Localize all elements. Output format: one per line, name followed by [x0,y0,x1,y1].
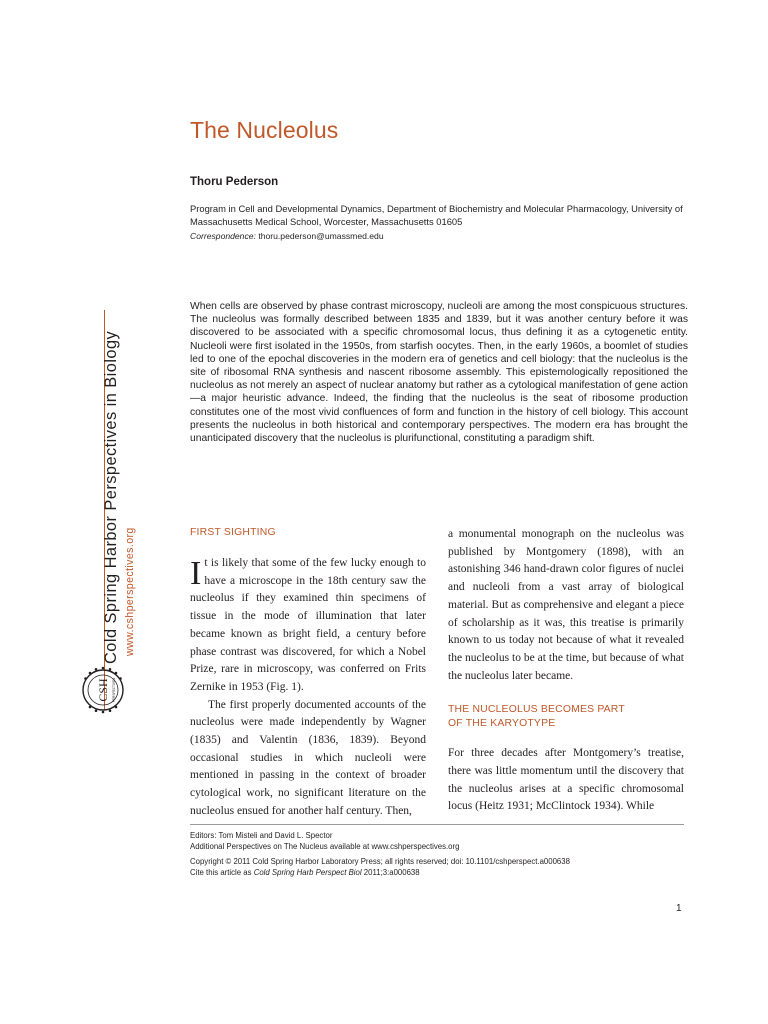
section-heading-first-sighting: FIRST SIGHTING [190,527,276,538]
right-column [448,526,684,816]
footer-notes [190,831,686,878]
article-author: Thoru Pederson [190,176,279,188]
page-number: 1 [676,903,682,914]
correspondence-email[interactable]: thoru.pederson@umassmed.edu [258,231,384,241]
logo-letters: CSH [96,678,110,702]
section-heading-karyotype: THE NUCLEOLUS BECOMES PART OF THE KARYOTYPE [448,704,625,730]
footer-editors: Editors: Tom Misteli and David L. Spector [190,831,333,840]
csh-logo [80,662,126,718]
author-affiliation: Program in Cell and Developmental Dynamics, Department of Biochemistry and Molecular Pharmacology, University of Massachusetts Medical School, Worcester, Massachusetts 01605 [190,203,683,227]
csh-logo-icon [80,662,126,718]
paragraph: For three decades after Montgomery’s treatise, there was little momentum until the discovery that the nucleolus arises at a specific chromosomal locus (Heitz 1931; McClintock 1934). While [448,747,684,813]
paragraph: The first properly documented accounts of the nucleolus were made independently by Wagner (1835) and Valentin (1836, 1839). Beyond occasional studies in which nucleoli were mentioned in passing in the context of broader cytological work, no significant literature on the nucleolus ensued for another half century. Then, [190,698,426,817]
correspondence-label: Correspondence: [190,231,256,241]
footer-copyright: Copyright © 2011 Cold Spring Harbor Laboratory Press; all rights reserved; doi: 10.1101/cshperspect.a000638 [190,857,570,866]
section-body [448,745,684,816]
footer-citation: Cite this article as Cold Spring Harb Perspect Biol 2011;3:a000638 [190,867,420,877]
sidebar-journal-name: Cold Spring Harbor Perspectives in Biology [102,330,120,664]
correspondence-line [190,231,384,241]
paragraph: a monumental monograph on the nucleolus was published by Montgomery (1898), with an astonishing 346 hand-drawn color figures of nuclei and nucleoli from a vast array of biological material. But as comprehensive and elegant a piece of scholarship as it was, this treatise is primarily known to us today not because of what it revealed the nucleolus to be at the time, but because of what the nucleolus later became. [448,528,684,682]
article-title: The Nucleolus [190,117,339,143]
sidebar-website-link[interactable]: www.cshperspectives.org [124,527,136,656]
logo-caption: PERSPECTIVES [112,677,116,703]
section-body [448,526,684,685]
left-column [190,526,426,821]
dropcap: I [190,555,202,592]
footer-divider [190,824,684,825]
paragraph: It is likely that some of the few lucky enough to have a microscope in the 18th century saw the nucleolus if they examined thin specimens of tissue in the mode of illumination that later became known as bright field, a century before phase contrast was discovered, for which a Nobel Prize, rare in microscopy, was conferred on Frits Zernike in 1953 (Fig. 1). [190,555,426,693]
section-body [190,555,426,821]
abstract: When cells are observed by phase contrast microscopy, nucleoli are among the most conspicuous structures. The nucleolus was formally described between 1835 and 1839, but it was another century before it was discovered to be associated with a specific chromosomal locus, thus defining it as a cytogenetic entity. Nucleoli were first isolated in the 1950s, from starfish oocytes. Then, in the early 1960s, a boomlet of studies led to one of the epochal discoveries in the modern era of genetics and cell biology: that the nucleolus is the site of ribosomal RNA synthesis and nascent ribosome assembly. This epistemologically repositioned the nucleolus as not merely an aspect of nuclear anatomy but rather as a cytological manifestation of gene action—a major heuristic advance. Indeed, the finding that the nucleolus is the seat of ribosome production constitutes one of the most vivid confluences of form and function in the history of cell biology. This account presents the nucleolus in both historical and contemporary perspectives. The modern era has brought the unanticipated discovery that the nucleolus is plurifunctional, constituting a paradigm shift. [190,301,688,445]
footer-additional: Additional Perspectives on The Nucleus available at www.cshperspectives.org [190,841,460,851]
